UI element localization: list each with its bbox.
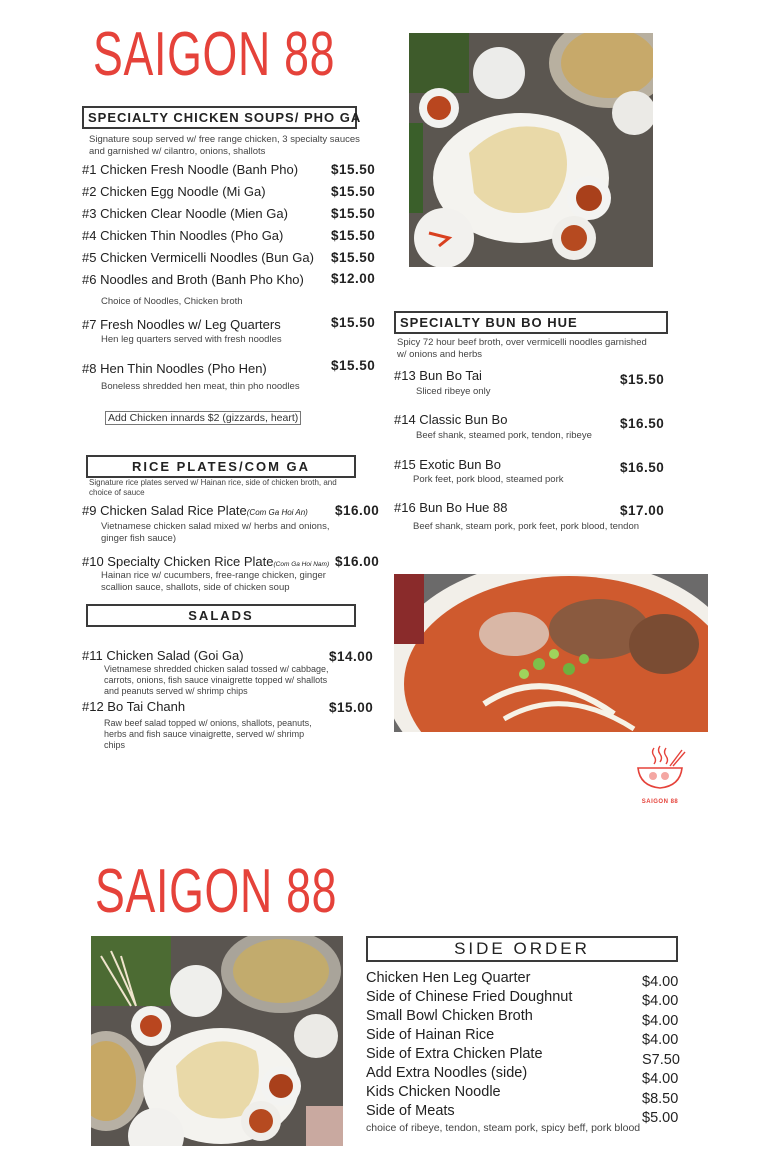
menu-item-name: #5 Chicken Vermicelli Noodles (Bun Ga) (82, 250, 314, 265)
menu-item-name: #7 Fresh Noodles w/ Leg Quarters (82, 317, 281, 332)
chicken-pho-spread-photo (91, 936, 343, 1146)
menu-item-name: #3 Chicken Clear Noodle (Mien Ga) (82, 206, 288, 221)
menu-item-description: Hainan rice w/ cucumbers, free-range chicken, ginger scallion sauce, shallots, side of chicken soup (101, 570, 326, 593)
brand-title: SAIGON 88 (93, 20, 336, 89)
menu-item-price: $16.50 (620, 460, 665, 475)
chicken-pho-photo (409, 33, 653, 267)
menu-item-name: #16 Bun Bo Hue 88 (394, 500, 508, 515)
menu-item-description: Beef shank, steamed pork, tendon, ribeye (416, 430, 592, 441)
menu-item-price: $15.50 (331, 184, 376, 199)
menu-item-name: #14 Classic Bun Bo (394, 412, 508, 427)
side-item-price: $4.00 (642, 974, 679, 990)
menu-item-name: #4 Chicken Thin Noodles (Pho Ga) (82, 228, 284, 243)
menu-item-description: Pork feet, pork blood, steamed pork (413, 474, 564, 485)
chicken-soups-description: Signature soup served w/ free range chicken, 3 specialty sauces and garnished w/ cilantro, onions, shallots (89, 134, 360, 157)
menu-item-name: #6 Noodles and Broth (Banh Pho Kho) (82, 272, 304, 287)
menu-item-price: $15.50 (331, 206, 376, 221)
side-item-name: Kids Chicken Noodle (366, 1084, 501, 1100)
menu-item-subname: (Com Ga Hoi Nam) (273, 561, 330, 568)
menu-item-price: $15.50 (331, 358, 376, 373)
menu-item-name: #15 Exotic Bun Bo (394, 457, 501, 472)
side-item-name: Side of Extra Chicken Plate (366, 1046, 543, 1062)
menu-item-description: Choice of Noodles, Chicken broth (101, 296, 243, 307)
menu-item-name: #12 Bo Tai Chanh (82, 699, 186, 714)
side-item-name: Add Extra Noodles (side) (366, 1065, 528, 1081)
menu-item-description: Boneless shredded hen meat, thin pho noodles (101, 381, 300, 392)
bun-bo-hue-description: Spicy 72 hour beef broth, over vermicelli noodles garnished w/ onions and herbs (397, 337, 647, 360)
section-heading-rice-plates: RICE PLATES/COM GA (86, 455, 356, 478)
pho-bowl-icon (634, 744, 686, 794)
bun-bo-hue-photo (394, 574, 708, 732)
menu-item-subname: (Com Ga Hoi An) (246, 508, 308, 517)
menu-item-description: Raw beef salad topped w/ onions, shallots, peanuts, herbs and fish sauce vinaigrette, served w/ shrimp chips (104, 718, 312, 750)
menu-item-price: $15.00 (329, 700, 374, 715)
side-item-price: S7.50 (642, 1052, 680, 1068)
side-item-name: Small Bowl Chicken Broth (366, 1008, 533, 1024)
menu-item-description: Vietnamese chicken salad mixed w/ herbs and onions, ginger fish sauce) (101, 521, 330, 544)
side-meats-description: choice of ribeye, tendon, steam pork, spicy beff, pork blood (366, 1122, 641, 1134)
menu-item-price: $15.50 (331, 162, 376, 177)
rice-plates-description: Signature rice plates served w/ Hainan rice, side of chicken broth, and choice of sauce (89, 478, 337, 497)
side-item-name: Chicken Hen Leg Quarter (366, 970, 531, 986)
menu-item-price: $15.50 (331, 250, 376, 265)
menu-item-description: Vietnamese shredded chicken salad tossed w/ cabbage, carrots, onions, fish sauce vinaigrette topped w/ shallots and peanuts served w/ shrimp chips (104, 664, 329, 696)
side-item-name: Side of Meats (366, 1103, 455, 1119)
menu-item-name: #8 Hen Thin Noodles (Pho Hen) (82, 361, 267, 376)
menu-item-price: $17.00 (620, 503, 665, 518)
section-heading-salads: SALADS (86, 604, 356, 627)
menu-item-name: #10 Specialty Chicken Rice Plate(Com Ga Hoi Nam) (82, 554, 330, 569)
menu-item-description: Beef shank, steam pork, pork feet, pork blood, tendon (413, 521, 640, 532)
menu-item-price: $15.50 (620, 372, 665, 387)
side-item-name: Side of Hainan Rice (366, 1027, 495, 1043)
side-item-name: Side of Chinese Fried Doughnut (366, 989, 573, 1005)
section-heading-bun-bo-hue: SPECIALTY BUN BO HUE (394, 311, 668, 334)
side-item-price: $4.00 (642, 1013, 679, 1029)
menu-item-price: $16.00 (335, 503, 380, 518)
menu-item-description: Hen leg quarters served with fresh noodles (101, 334, 282, 345)
side-item-price: $8.50 (642, 1091, 679, 1107)
menu-item-description: Sliced ribeye only (416, 386, 491, 397)
brand-title-bottom: SAIGON 88 (95, 857, 338, 926)
side-item-price: $4.00 (642, 1032, 679, 1048)
menu-item-price: $12.00 (331, 271, 376, 286)
side-item-price: $4.00 (642, 1071, 679, 1087)
menu-item-price: $15.50 (331, 315, 376, 330)
menu-item-name: #1 Chicken Fresh Noodle (Banh Pho) (82, 162, 299, 177)
menu-item-name: #2 Chicken Egg Noodle (Mi Ga) (82, 184, 266, 199)
menu-item-name: #11 Chicken Salad (Goi Ga) (82, 648, 244, 663)
menu-item-price: $16.50 (620, 416, 665, 431)
menu-item-price: $14.00 (329, 649, 374, 664)
side-item-price: $5.00 (642, 1110, 679, 1126)
side-item-price: $4.00 (642, 993, 679, 1009)
menu-item-price: $16.00 (335, 554, 380, 569)
add-on-note: Add Chicken innards $2 (gizzards, heart) (105, 411, 301, 425)
menu-item-name: #13 Bun Bo Tai (394, 368, 482, 383)
logo-caption: SAIGON 88 (641, 799, 679, 805)
brand-logo (634, 744, 686, 808)
section-heading-side-order: SIDE ORDER (366, 936, 678, 962)
section-heading-chicken-soups: SPECIALTY CHICKEN SOUPS/ PHO GA (82, 106, 357, 129)
menu-item-price: $15.50 (331, 228, 376, 243)
menu-item-name: #9 Chicken Salad Rice Plate(Com Ga Hoi An) (82, 503, 308, 518)
